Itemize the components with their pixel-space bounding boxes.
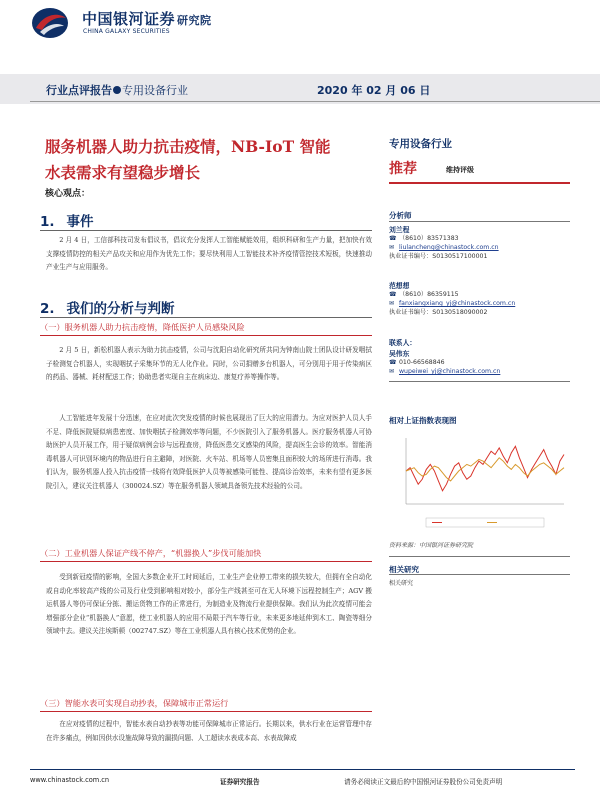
section-number: 1. [40,214,55,230]
paragraph-industrial-robots: 受到新冠疫情的影响，全国大多数企业开工时间延后，工业生产企业停工带来的损失较大，但拥有全自动化或自动化率较高产线的公司及行业受到影响相对较小，部分生产线甚至可在无人环境下远程控制生产；AGV 搬运机器人等仍可保证分拣、搬运货物工作的正常进行，为制造业及物流行业提供保障。我们认为此次疫情可能会增强部分企业“机器换人”意愿，使工业机器人的应用不局限于汽车等行业，未来更多地延伸到木工、陶瓷等细分领域中去。建议关注埃斯顿（002747.SZ）等在工业机器人具有核心技术优势的企业。 [46,573,372,636]
report-type [46,82,188,98]
brand-en: CHINA GALAXY SECURITIES [83,28,170,35]
recommend-label: 推荐 [389,161,417,177]
sidebar-rule [389,574,570,575]
chart-series-line-1 [406,446,564,491]
footer-divider [30,769,575,770]
contact-label: 联系人： [389,339,417,347]
analyst-phone: （8610）83571383 [399,235,459,242]
page-header [0,0,600,48]
brand-cn: 中国银河证券 [82,10,176,28]
paragraph-smart-meter: 在应对疫情的过程中，智能水表自动抄表等功能可保障城市正常运行。长期以来，供水行业在运营管理中存在许多痛点，例如因供水设施故障导致的漏损问题、人工超读水表成本高、水表故障成 [46,720,372,742]
phone-icon: ☎ [389,291,397,298]
brand-name [82,8,212,29]
footer-center: 证券研究报告 [220,778,260,786]
chart-legend [426,518,544,527]
sidebar-rule [389,381,570,382]
analyst-email[interactable]: fanxiangxiang_yj@chinastock.com.cn [399,300,516,307]
subheading-industrial-robots: （二）工业机器人保证产线不停产，“机器换人”步伐可能加快 [40,548,262,558]
section-number: 2. [40,301,55,317]
paragraph-service-robots-2: 人工智能进年发展十分迅速，在应对此次突发疫情的时候也展现出了巨大的应用潜力。为应对医护人员人手不足、降低医院疑似病患密度、加快咽拭子检测效率等问题，不少医院引入了服务机器人。医疗服务机器人可协助医护人员开展工作，用于疑似病例会诊与远程查房，降低医患交叉感染的风险，提高医生会诊的效率。智能消毒机器人可识别环境内的物品进行自主避障，对医院、火车站、机场等人员密集且面积较大的场所进行消毒。我们认为，服务机器人投入抗击疫情一线将有效降低医护人员等被感染可能性、提高诊治效率，未来有望有更多医院引入，建议关注机器人（300024.SZ）等在服务机器人领域具备领先技术经验的公司。 [46,414,372,490]
subheading-underline [40,561,372,562]
section-title: 事件 [66,214,94,230]
section-divider [40,230,372,231]
relative-performance-chart [392,432,570,532]
analyst-license: 执业证书编号：S0130517100001 [389,253,488,260]
report-date: 2020 年 02 月 06 日 [317,84,431,97]
analyst-contact [389,290,515,317]
analyst-email[interactable]: liulancheng@chinastock.com.cn [399,244,499,251]
analyst-label: 分析师 [389,211,412,220]
band-divider [30,101,600,102]
section-heading-event [40,210,94,230]
chart-title: 相对上证指数表现图 [389,416,457,425]
analyst-contact [389,234,499,261]
analyst-name: 范想想 [389,282,410,290]
industry-label: 专用设备行业 [122,84,188,97]
brand-suffix: 研究院 [177,14,212,27]
section-title: 我们的分析与判断 [66,301,175,317]
related-research-heading: 相关研究 [389,565,419,574]
section-heading-analysis [40,297,175,317]
email-icon: ✉ [389,244,395,251]
sidebar-rule [389,182,570,184]
analyst-phone: （8610）86359115 [399,291,459,298]
analyst-license: 执业证书编号：S0130518090002 [389,309,488,316]
paragraph-service-robots-1: 2 月 5 日，新松机器人表示为助力抗击疫情，公司与沈阳自动化研究所共同为钟南山院士团队设计研发咽拭子检测复合机器人，实现咽拭子采集环节的无人化作业。同时，公司捐赠多台机器人，可分别用于用于传染病区的药品、器械、耗材配送工作；协助患者实现自主在病床边、康复疗养等操作等。 [46,346,372,382]
title-line-1: 服务机器人助力抗击疫情，NB-IoT 智能 [45,137,331,156]
sidebar-rule [389,556,570,557]
report-band [0,66,600,112]
phone-icon: ☎ [389,235,397,242]
section-divider [40,317,372,318]
email-icon: ✉ [389,368,395,375]
sidebar-rule [389,221,570,222]
chart-source: 资料来源：中国银河证券研究院 [389,542,474,549]
report-title [45,134,375,186]
analyst-name: 刘兰程 [389,226,410,234]
footer-url[interactable]: www.chinastock.com.cn [30,776,110,784]
sidebar-industry: 专用设备行业 [389,138,452,150]
title-line-2: 水表需求有望稳步增长 [45,163,201,182]
contact-email[interactable]: wupeiwei_yj@chinastock.com.cn [399,368,501,375]
related-research-item[interactable]: 相关研究 [389,580,414,587]
event-paragraph: 2 月 4 日，工信部科技司发布倡议书，倡议充分发挥人工智能赋能效用，组织科研和生产力量，把加快有效支撑疫情防控的相关产品攻关和应用作为优先工作；要尽快利用人工智能技术补齐疫情管控技术短板，快速推动产业生产与应用服务。 [46,236,372,272]
phone-icon: ☎ [389,359,397,366]
subheading-smart-meter: （三）智能水表可实现自动抄表，保障城市正常运行 [40,698,229,708]
subheading-underline [40,335,372,336]
contact-details [389,358,500,376]
core-view-label: 核心观点： [45,189,91,199]
subheading-underline [40,711,372,712]
subheading-service-robots: （一）服务机器人助力抗击疫情，降低医护人员感染风险 [40,322,245,332]
email-icon: ✉ [389,300,395,307]
contact-phone: 010-66568846 [399,359,445,366]
bullet-dot-icon [113,86,121,94]
report-type-label: 行业点评报告 [46,84,112,97]
rating-label: 维持评级 [446,166,474,174]
footer-disclaimer: 请务必阅读正文最后的中国银河证券股份公司免责声明 [344,778,503,786]
contact-name: 吴伟东 [389,350,410,358]
galaxy-logo-icon [30,6,70,40]
